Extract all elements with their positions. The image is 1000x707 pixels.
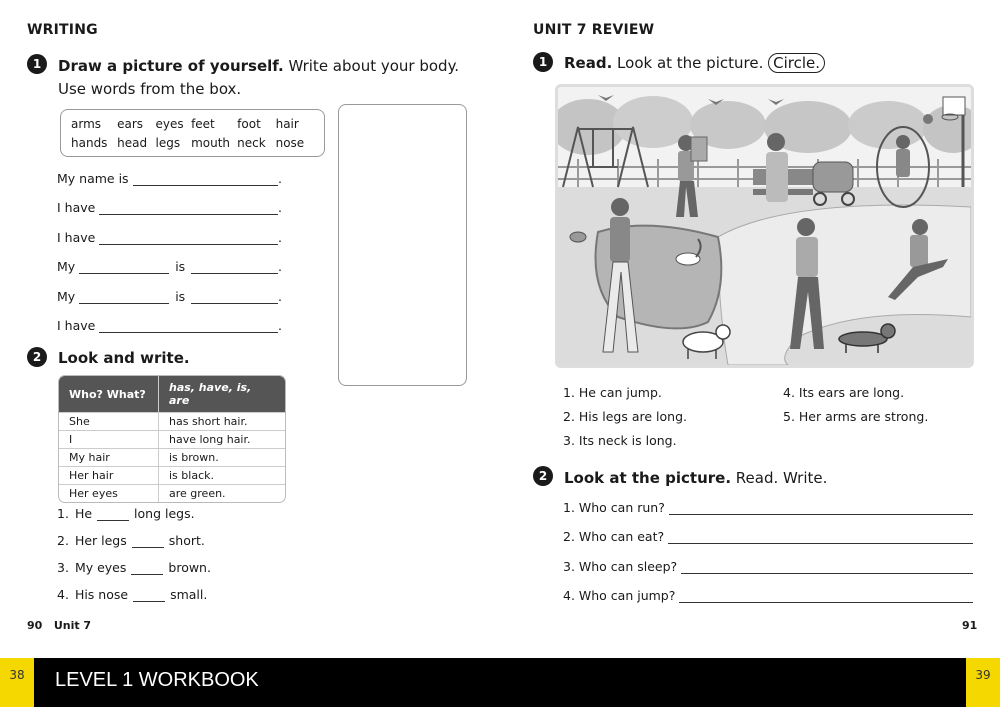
- park-illustration: [555, 84, 974, 368]
- grammar-table-wrap: [58, 375, 286, 503]
- grammar-table-body: [59, 412, 285, 502]
- answer-blank[interactable]: [679, 591, 973, 603]
- table-cell-verb: is brown.: [159, 448, 285, 466]
- exercise-1-line: [57, 289, 282, 304]
- exercise-1-line: [57, 259, 282, 274]
- exercise-2-number-badge: 2: [27, 347, 47, 367]
- answer-blank[interactable]: [79, 292, 169, 304]
- table-cell-subject: I: [59, 430, 159, 448]
- question-text: 4. Who can jump?: [563, 588, 676, 604]
- exercise-1-instruction-bold: Draw a picture of yourself.: [58, 57, 284, 75]
- word-box-word: mouth: [191, 136, 231, 150]
- word-box-word: hands: [71, 136, 108, 150]
- review-1-instruction-circled: Circle.: [768, 53, 825, 73]
- exercise-2-item: [57, 506, 195, 521]
- item-number: 3.: [57, 560, 69, 575]
- word-box-word: feet: [191, 117, 215, 131]
- review-1-item: 2. His legs are long.: [563, 409, 687, 424]
- exercise-1-instruction: [58, 57, 459, 75]
- line-period: .: [278, 318, 282, 333]
- line-period: .: [278, 288, 282, 304]
- review-2-question: [563, 529, 973, 544]
- exercise-2-item: [57, 533, 205, 548]
- drawing-box[interactable]: [338, 104, 467, 386]
- review-2-instruction-bold: Look at the picture.: [564, 469, 732, 487]
- item-number: 2.: [57, 533, 69, 548]
- exercise-2-item: [57, 587, 207, 602]
- left-page-number: 90: [27, 619, 43, 632]
- answer-blank[interactable]: [97, 509, 129, 521]
- exercise-1-line: [57, 318, 282, 333]
- word-box-word: head: [117, 136, 148, 150]
- answer-blank[interactable]: [668, 532, 973, 544]
- exercise-1-number-badge: 1: [27, 54, 47, 74]
- table-row: [59, 466, 285, 484]
- exercise-2-instruction: Look and write.: [58, 349, 190, 367]
- line-period: .: [278, 259, 282, 275]
- word-box-row-1: [71, 115, 314, 134]
- footer-right-page-box: 39: [966, 658, 1000, 707]
- item-before: He: [74, 506, 93, 521]
- review-2-question: [563, 588, 973, 603]
- park-scene-svg: [558, 87, 971, 365]
- question-text: 1. Who can run?: [563, 500, 665, 515]
- table-row: [59, 430, 285, 448]
- table-cell-verb: have long hair.: [159, 430, 285, 448]
- review-1-instruction-bold: Read.: [564, 54, 613, 72]
- exercise-1-line: [57, 200, 282, 215]
- item-after: long legs.: [134, 506, 195, 521]
- line-prefix: My: [57, 288, 76, 304]
- word-box-word: foot: [237, 117, 261, 131]
- answer-blank[interactable]: [99, 233, 278, 245]
- answer-blank[interactable]: [99, 203, 278, 215]
- word-box-word: legs: [155, 136, 181, 150]
- left-section-title: WRITING: [27, 22, 98, 38]
- review-2-instruction-rest: Read. Write.: [731, 469, 828, 487]
- exercise-1-instruction-rest: Write about your body.: [283, 57, 460, 75]
- exercise-2-item: [57, 560, 211, 575]
- question-text: 2. Who can eat?: [563, 529, 665, 545]
- table-cell-subject: Her eyes: [59, 484, 159, 502]
- line-period: .: [278, 200, 282, 216]
- table-header-verbs: has, have, is, are: [159, 376, 285, 412]
- exercise-1-line: [57, 171, 282, 186]
- line-period: .: [278, 171, 282, 186]
- item-number: 1.: [57, 506, 69, 521]
- item-after: brown.: [168, 560, 211, 575]
- answer-blank[interactable]: [133, 590, 165, 602]
- review-1-instruction: [564, 54, 825, 72]
- word-box-word: neck: [237, 136, 266, 150]
- line-mid: is: [175, 259, 186, 275]
- unit-label: Unit 7: [53, 619, 92, 632]
- word-box-word: hair: [275, 117, 299, 131]
- table-row: [59, 484, 285, 502]
- review-1-item: 4. Its ears are long.: [783, 385, 905, 400]
- footer-left-page-box: 38: [0, 658, 34, 707]
- review-1-instruction-rest: Look at the picture.: [612, 54, 769, 72]
- table-header-who: Who? What?: [59, 376, 159, 412]
- right-section-title: UNIT 7 REVIEW: [533, 22, 655, 38]
- table-row: [59, 448, 285, 466]
- answer-blank[interactable]: [132, 536, 164, 548]
- answer-blank[interactable]: [669, 503, 973, 515]
- answer-blank[interactable]: [681, 562, 973, 574]
- review-2-number-badge: 2: [533, 466, 553, 486]
- table-cell-verb: has short hair.: [159, 412, 285, 430]
- line-prefix: I have: [57, 229, 96, 245]
- review-1-item: 1. He can jump.: [563, 385, 662, 400]
- line-prefix: My name is: [57, 171, 129, 186]
- exercise-1-line: [57, 230, 282, 245]
- word-box: [60, 109, 325, 157]
- footer-bar: [0, 658, 1000, 707]
- table-row: [59, 412, 285, 430]
- exercise-1-instruction-line2: Use words from the box.: [58, 80, 242, 98]
- review-2-question: [563, 500, 973, 515]
- item-after: small.: [170, 587, 208, 602]
- word-box-row-2: [71, 134, 314, 153]
- table-cell-verb: is black.: [159, 466, 285, 484]
- review-1-number-badge: 1: [533, 52, 553, 72]
- word-box-word: ears: [117, 117, 144, 131]
- item-before: His nose: [74, 587, 129, 602]
- review-1-item: 3. Its neck is long.: [563, 433, 677, 448]
- line-period: .: [278, 229, 282, 245]
- review-2-question: [563, 559, 973, 574]
- item-before: My eyes: [74, 560, 127, 575]
- answer-blank[interactable]: [79, 262, 169, 274]
- line-prefix: I have: [57, 200, 96, 216]
- item-after: short.: [168, 533, 205, 548]
- review-2-instruction: [564, 469, 827, 487]
- table-cell-subject: Her hair: [59, 466, 159, 484]
- line-prefix: My: [57, 259, 76, 275]
- word-box-word: arms: [71, 117, 102, 131]
- review-1-item: 5. Her arms are strong.: [783, 409, 929, 424]
- line-prefix: I have: [57, 318, 96, 333]
- word-box-word: eyes: [155, 117, 184, 131]
- left-page-footer: [27, 619, 91, 632]
- answer-blank[interactable]: [99, 321, 278, 333]
- table-cell-subject: My hair: [59, 448, 159, 466]
- answer-blank[interactable]: [191, 292, 278, 304]
- table-cell-subject: She: [59, 412, 159, 430]
- table-cell-verb: are green.: [159, 484, 285, 502]
- answer-blank[interactable]: [133, 174, 278, 186]
- answer-blank[interactable]: [131, 563, 163, 575]
- answer-blank[interactable]: [191, 262, 278, 274]
- grammar-table: [58, 375, 286, 503]
- question-text: 3. Who can sleep?: [563, 558, 678, 574]
- word-box-word: nose: [275, 136, 305, 150]
- right-page-number: 91: [962, 619, 978, 632]
- line-mid: is: [175, 288, 186, 304]
- item-before: Her legs: [74, 533, 127, 548]
- item-number: 4.: [57, 587, 69, 602]
- footer-title: LEVEL 1 WORKBOOK: [55, 669, 259, 691]
